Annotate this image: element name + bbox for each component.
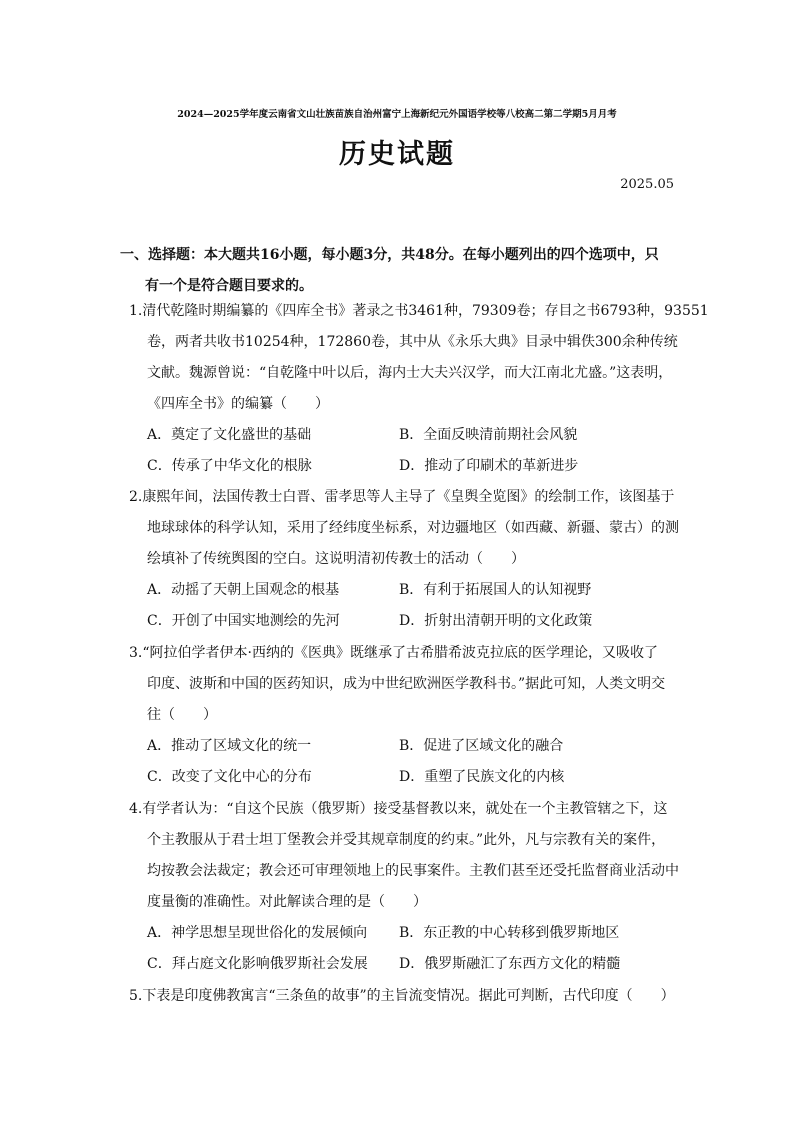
question-3-option-b: B．促进了区域文化的融合 — [399, 738, 564, 754]
question-2-option-b: B．有利于拓展国人的认知视野 — [399, 582, 592, 598]
question-4-line-1: 4.有学者认为：“自这个民族（俄罗斯）接受基督教以来，就处在一个主教管辖之下，这 — [129, 801, 668, 817]
question-1-line-2: 卷，两者共收书10254种，172860卷，其中从《永乐大典》目录中辑佚300余种传统 — [147, 334, 678, 350]
question-1-option-d: D．推动了印刷术的革新进步 — [399, 458, 579, 474]
question-1-line-3: 文献。魏源曾说：“自乾隆中叶以后，海内士大夫兴汉学，而大江南北尤盛。”这表明， — [147, 365, 673, 381]
question-3 — [129, 638, 689, 793]
exam-subtitle: 2024—2025学年度云南省文山壮族苗族自治州富宁上海新纪元外国语学校等八校高二第二学期5月月考 — [177, 109, 617, 120]
section-header — [120, 240, 680, 302]
exam-title: 历史试题 — [339, 139, 455, 170]
question-1-line-1: 1.清代乾隆时期编纂的《四库全书》著录之书3461种，79309卷；存目之书6793种，93551 — [129, 303, 709, 319]
question-4-line-2: 个主教服从于君士坦丁堡教会并受其规章制度的约束。”此外，凡与宗教有关的案件， — [147, 832, 666, 848]
question-3-options — [129, 731, 689, 793]
question-1 — [129, 296, 709, 482]
question-4-options — [129, 918, 689, 980]
question-2-line-3: 绘填补了传统舆图的空白。这说明清初传教士的活动（ ） — [147, 551, 525, 567]
question-4 — [129, 794, 689, 980]
question-4-option-a: A．神学思想呈现世俗化的发展倾向 — [147, 925, 368, 941]
question-4-option-b: B．东正教的中心转移到俄罗斯地区 — [399, 925, 620, 941]
question-2-option-c: C．开创了中国实地测绘的先河 — [147, 613, 340, 629]
question-1-option-a: A．奠定了文化盛世的基础 — [147, 427, 312, 443]
question-3-option-c: C．改变了文化中心的分布 — [147, 769, 312, 785]
question-2-option-d: D．折射出清朝开明的文化政策 — [399, 613, 593, 629]
question-2 — [129, 482, 689, 637]
exam-date: 2025.05 — [620, 177, 674, 192]
question-5-line-1: 5.下表是印度佛教寓言“三条鱼的故事”的主旨流变情况。据此可判断，古代印度（ ） — [129, 988, 675, 1004]
question-3-line-1: 3.“阿拉伯学者伊本·西纳的《医典》既继承了古希腊希波克拉底的医学理论，又吸收了 — [129, 645, 658, 661]
question-2-line-2: 地球球体的科学认知，采用了经纬度坐标系，对边疆地区（如西藏、新疆、蒙古）的测 — [147, 520, 679, 536]
question-1-options — [129, 420, 689, 482]
question-1-line-4: 《四库全书》的编纂（ ） — [147, 396, 329, 412]
question-1-option-b: B．全面反映清前期社会风貌 — [399, 427, 578, 443]
question-3-line-3: 往（ ） — [147, 707, 217, 723]
question-5 — [129, 981, 689, 1012]
question-4-line-4: 度量衡的准确性。对此解读合理的是（ ） — [147, 894, 427, 910]
question-2-line-1: 2.康熙年间，法国传教士白晋、雷孝思等人主导了《皇舆全览图》的绘制工作，该图基于 — [129, 489, 675, 505]
question-4-option-d: D．俄罗斯融汇了东西方文化的精髓 — [399, 956, 621, 972]
question-3-option-d: D．重塑了民族文化的内核 — [399, 769, 565, 785]
question-3-option-a: A．推动了区域文化的统一 — [147, 738, 312, 754]
question-2-option-a: A．动摇了天朝上国观念的根基 — [147, 582, 340, 598]
question-1-option-c: C．传承了中华文化的根脉 — [147, 458, 312, 474]
section-header-line-2: 有一个是符合题目要求的。 — [145, 278, 313, 294]
question-3-line-2: 印度、波斯和中国的医药知识，成为中世纪欧洲医学教科书。”据此可知，人类文明交 — [147, 676, 666, 692]
question-2-options — [129, 575, 689, 637]
question-4-option-c: C．拜占庭文化影响俄罗斯社会发展 — [147, 956, 368, 972]
question-4-line-3: 均按教会法裁定；教会还可审理领地上的民事案件。主教们甚至还受托监督商业活动中 — [147, 863, 679, 879]
section-header-line-1: 一、选择题：本大题共16小题，每小题3分，共48分。在每小题列出的四个选项中，只 — [120, 247, 659, 263]
